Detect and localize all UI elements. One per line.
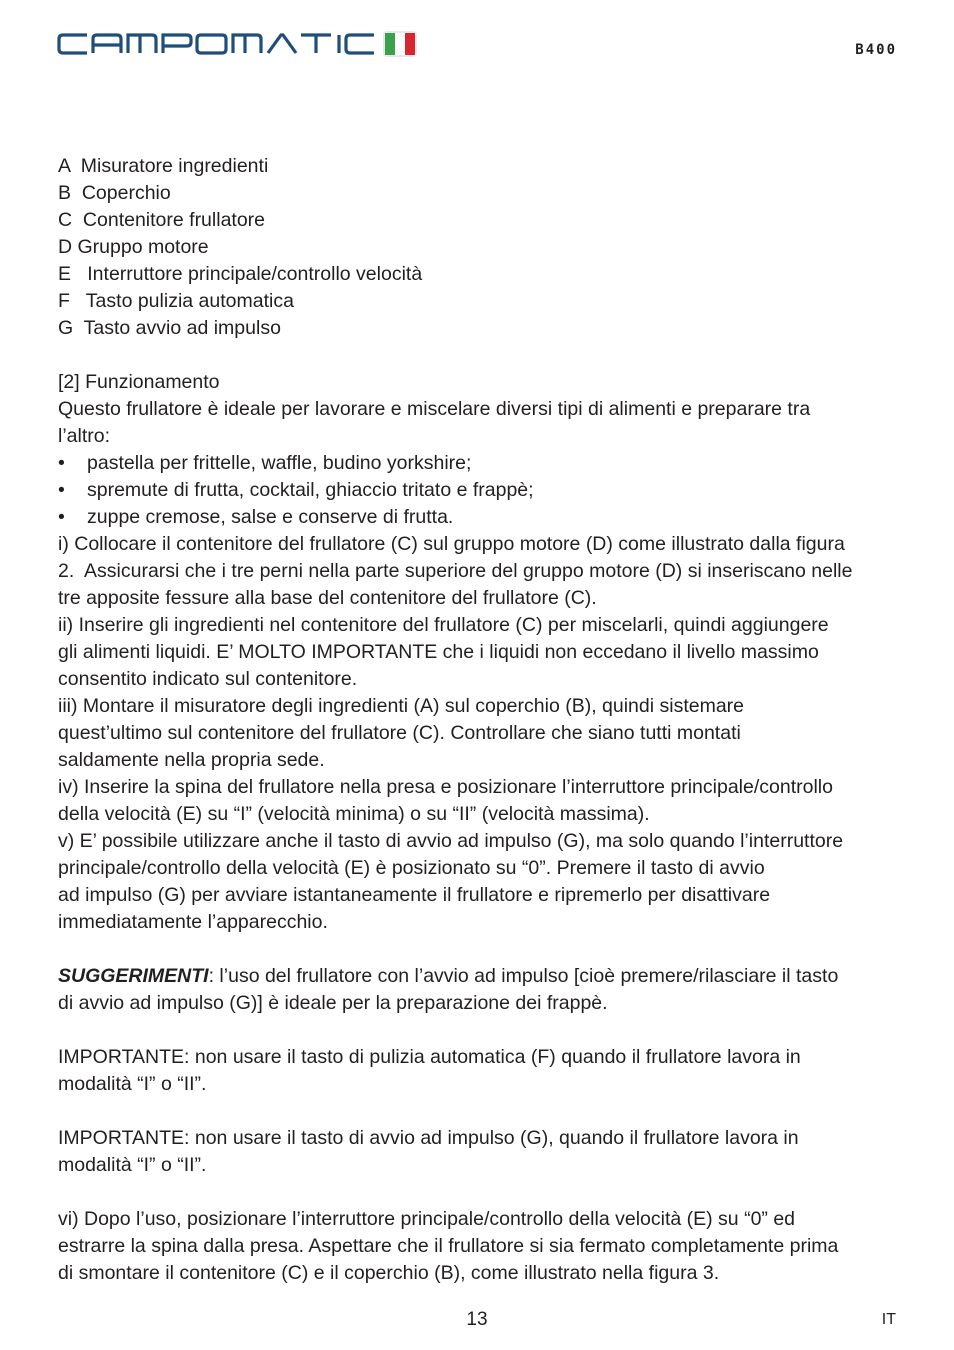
important-line: IMPORTANTE: non usare il tasto di avvio ad impulso (G), quando il frullatore lavora in bbox=[58, 1127, 799, 1149]
step-line: 2. Assicurarsi che i tre perni nella parte superiore del gruppo motore (D) si inseriscano nelle bbox=[58, 560, 853, 582]
step-line: quest’ultimo sul contenitore del frullatore (C). Controllare che siano tutti montati bbox=[58, 722, 741, 744]
step-line: i) Collocare il contenitore del frullatore (C) sul gruppo motore (D) come illustrato dalla figura bbox=[58, 533, 845, 555]
important-line: IMPORTANTE: non usare il tasto di pulizia automatica (F) quando il frullatore lavora in bbox=[58, 1046, 801, 1068]
step-line: iv) Inserire la spina del frullatore nella presa e posizionare l’interruttore principale/controllo bbox=[58, 776, 833, 798]
step-line: ad impulso (G) per avviare istantaneamente il frullatore e ripremerlo per disattivare bbox=[58, 884, 771, 906]
important-line: modalità “I” o “II”. bbox=[58, 1154, 207, 1176]
step-line: principale/controllo della velocità (E) è posizionato su “0”. Premere il tasto di avvio bbox=[58, 857, 765, 879]
tip-text: : l’uso del frullatore con l’avvio ad impulso [cioè premere/rilasciare il tasto bbox=[208, 965, 839, 987]
bullet-icon: • bbox=[58, 506, 65, 528]
step-line: vi) Dopo l’uso, posizionare l’interruttore principale/controllo della velocità (E) su “0” ed bbox=[58, 1208, 796, 1230]
tip-paragraph bbox=[58, 963, 898, 1017]
step-line: tre apposite fessure alla base del contenitore del frullatore (C). bbox=[58, 587, 597, 609]
intro-line: Questo frullatore è ideale per lavorare e miscelare diversi tipi di alimenti e preparare tra bbox=[58, 398, 811, 420]
parts-item: B Coperchio bbox=[58, 182, 171, 204]
tip-label: SUGGERIMENTI bbox=[58, 965, 209, 987]
instruction-steps bbox=[58, 531, 898, 936]
bullet-icon: • bbox=[58, 452, 65, 474]
parts-item: C Contenitore frullatore bbox=[58, 209, 266, 231]
step-line: della velocità (E) su “I” (velocità minima) o su “II” (velocità massima). bbox=[58, 803, 650, 825]
step-line: immediatamente l’apparecchio. bbox=[58, 911, 328, 933]
section-title: [2] Funzionamento bbox=[58, 371, 220, 393]
bullet-list bbox=[58, 450, 898, 531]
important-note-2 bbox=[58, 1125, 898, 1179]
parts-item: E Interruttore principale/controllo velocità bbox=[58, 263, 423, 285]
step-line: estrarre la spina dalla presa. Aspettare che il frullatore si sia fermato completamente prima bbox=[58, 1235, 839, 1257]
parts-list bbox=[58, 153, 898, 342]
language-code: IT bbox=[881, 1311, 896, 1328]
important-line: modalità “I” o “II”. bbox=[58, 1073, 207, 1095]
step-line: di smontare il contenitore (C) e il coperchio (B), come illustrato nella figura 3. bbox=[58, 1262, 720, 1284]
parts-item: D Gruppo motore bbox=[58, 236, 209, 258]
document-body bbox=[58, 153, 898, 1287]
italian-flag-icon bbox=[383, 31, 417, 57]
step-line: consentito indicato sul contenitore. bbox=[58, 668, 358, 690]
bullet-icon: • bbox=[58, 479, 65, 501]
step-line: iii) Montare il misuratore degli ingredienti (A) sul coperchio (B), quindi sistemare bbox=[58, 695, 745, 717]
page-header bbox=[57, 28, 897, 64]
final-step bbox=[58, 1206, 898, 1287]
step-line: gli alimenti liquidi. E’ MOLTO IMPORTANTE che i liquidi non eccedano il livello massimo bbox=[58, 641, 819, 663]
list-item: • zuppe cremose, salse e conserve di frutta. bbox=[58, 504, 898, 531]
important-note-1 bbox=[58, 1044, 898, 1098]
tip-text: di avvio ad impulso (G)] è ideale per la preparazione dei frappè. bbox=[58, 992, 608, 1014]
list-item: • spremute di frutta, cocktail, ghiaccio tritato e frappè; bbox=[58, 477, 898, 504]
step-line: ii) Inserire gli ingredienti nel contenitore del frullatore (C) per miscelarli, quindi aggiungere bbox=[58, 614, 829, 636]
step-line: saldamente nella propria sede. bbox=[58, 749, 325, 771]
list-item: • pastella per frittelle, waffle, budino yorkshire; bbox=[58, 450, 898, 477]
parts-item: G Tasto avvio ad impulso bbox=[58, 317, 281, 339]
intro-line: l’altro: bbox=[58, 425, 111, 447]
page-number: 13 bbox=[466, 1309, 488, 1330]
parts-item: A Misuratore ingredienti bbox=[58, 155, 269, 177]
model-number: B400 bbox=[855, 42, 897, 58]
parts-item: F Tasto pulizia automatica bbox=[58, 290, 294, 312]
step-line: v) E’ possibile utilizzare anche il tasto di avvio ad impulso (G), ma solo quando l’interruttore bbox=[58, 830, 844, 852]
campomatic-logo bbox=[57, 28, 419, 60]
